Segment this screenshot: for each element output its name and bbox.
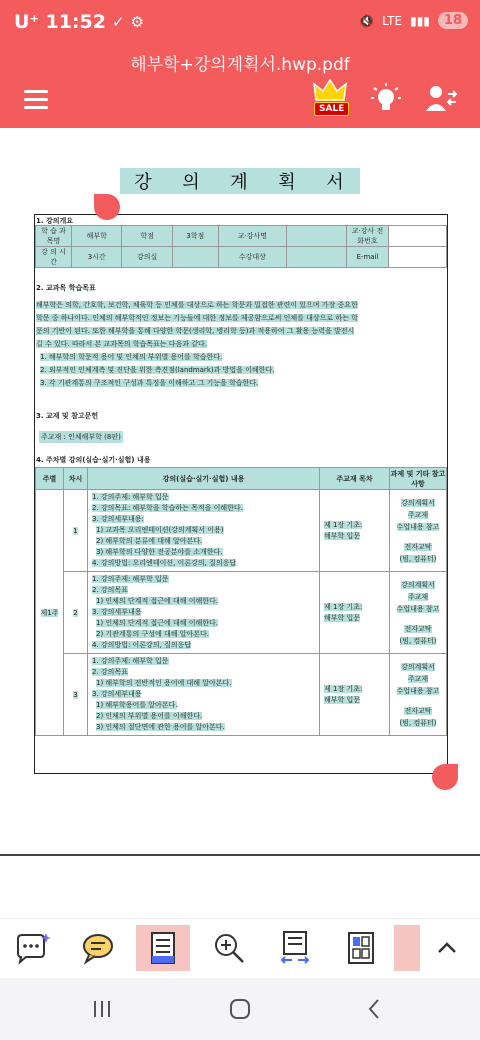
- table-row: [36, 572, 447, 654]
- table-cell: [287, 247, 347, 268]
- bottom-toolbar: [0, 918, 480, 978]
- content-line: 1) 인체의 단계적 접근에 대해 이해한다.: [96, 619, 218, 627]
- section-objectives-title: 2. 교과목 학습목표: [36, 284, 96, 292]
- objective-line: 1. 해부학의 학문적 용어 및 인체의 부위별 용어를 학습한다.: [40, 353, 223, 361]
- heading-char: 계: [230, 172, 250, 193]
- references-cell: [390, 654, 447, 736]
- table-cell: 교·강사 전화번호: [347, 226, 389, 247]
- content-line: 2. 강의목표: 해부학을 학습하는 목적을 이해한다.: [92, 504, 243, 512]
- reference-line: 수업내용 참고: [396, 522, 440, 531]
- zoom-icon[interactable]: [202, 925, 256, 971]
- chapter-line: 제 1장 기초:: [324, 602, 363, 611]
- table-cell: [172, 247, 218, 268]
- content-line: 4. 강의방법: 이론강의, 질의응답: [92, 641, 192, 649]
- text-flow-icon[interactable]: [268, 925, 322, 971]
- reference-line: (빔, 컴퓨터): [399, 636, 437, 645]
- references-cell: [390, 572, 447, 654]
- syllabus-content: [34, 214, 448, 774]
- more-tools-icon[interactable]: [394, 925, 420, 971]
- comment-icon[interactable]: [72, 925, 126, 971]
- table-row: [36, 226, 447, 247]
- clock: 11:52: [45, 11, 106, 33]
- session-content-cell: [88, 572, 320, 654]
- objectives-text: [35, 299, 447, 390]
- column-header: 과제 및 기타 참고사항: [390, 469, 446, 488]
- reference-line: 강의계획서: [401, 580, 435, 589]
- content-line: 2) 인체의 부위별 용어를 이해한다.: [96, 712, 203, 720]
- reference-line: (빔, 컴퓨터): [399, 554, 437, 563]
- table-cell: E-mail: [347, 247, 389, 268]
- content-line: 1. 강의주제: 해부학 입문: [92, 493, 169, 501]
- content-line: 1. 강의주제: 해부학 입문: [92, 657, 169, 665]
- reference-line: 수업내용 참고: [396, 686, 440, 695]
- reference-line: 전자교탁: [404, 706, 432, 715]
- table-cell: [287, 226, 347, 247]
- reference-line: 주교재: [407, 510, 429, 519]
- objective-line: 학문 중 하나이다. 인체의 해부학적인 정보는 기능들에 대한 정보를 제공함으로써 인체를 대상으로 하는 학: [36, 314, 358, 322]
- content-line: 1) 해부학의 전반적인 용어에 대해 알아본다.: [96, 679, 232, 687]
- chapter-line: 해부학 입문: [324, 613, 361, 622]
- content-line: 3) 해부학의 다양한 전공분야를 소개한다.: [96, 548, 223, 556]
- session-number: 1: [73, 526, 78, 535]
- chapter-cell: [320, 654, 390, 736]
- heading-char: 강: [134, 172, 154, 193]
- table-row: [36, 490, 447, 572]
- objective-line: 길 수 있다. 따라서 본 교과목의 학습목표는 다음과 같다.: [36, 340, 208, 348]
- table-cell: [389, 247, 447, 268]
- content-line: 1. 강의주제: 해부학 입문: [92, 575, 169, 583]
- content-line: 2. 강의목표: [92, 586, 128, 594]
- carrier-label: U⁺: [14, 11, 40, 33]
- column-header: 차시: [64, 468, 88, 490]
- content-line: 2) 해부학의 분류에 대해 알아본다.: [96, 537, 203, 545]
- document-page: [0, 128, 480, 856]
- signal-icon: ▮▮▮: [410, 13, 430, 28]
- reference-line: 주교재: [407, 592, 429, 601]
- thumbnails-icon[interactable]: [334, 925, 388, 971]
- table-cell: 교·강사명: [218, 226, 286, 247]
- session-number-cell: [64, 654, 88, 736]
- mute-icon: 🔇: [359, 13, 375, 28]
- account-switch-icon[interactable]: [424, 84, 458, 114]
- course-info-table: [35, 225, 447, 268]
- reference-line: (빔, 컴퓨터): [399, 718, 437, 727]
- back-icon[interactable]: [354, 996, 394, 1022]
- week-label: 제1주: [40, 608, 59, 617]
- session-content-cell: [88, 490, 320, 572]
- table-cell: 해부학: [72, 226, 122, 247]
- heading-char: 서: [326, 172, 346, 193]
- content-line: 2) 기관계통의 구성에 대해 알아본다.: [96, 630, 209, 638]
- reference-line: 전자교탁: [404, 542, 432, 551]
- week-cell: [36, 490, 64, 736]
- reference-line: 주교재: [407, 674, 429, 683]
- table-cell: 학점: [122, 226, 172, 247]
- table-cell: 3시간: [72, 247, 122, 268]
- system-nav-bar: [0, 978, 480, 1040]
- table-row: [36, 654, 447, 736]
- table-cell: 수강대상: [218, 247, 286, 268]
- battery-badge: 18: [438, 12, 468, 29]
- reference-line: 전자교탁: [404, 624, 432, 633]
- content-line: 1) 인체의 단계적 접근에 대해 이해한다.: [96, 597, 218, 605]
- session-number-cell: [64, 490, 88, 572]
- session-number: 2: [73, 608, 78, 617]
- textbook-text: 주교재 : 인체해부학 (8판): [41, 433, 121, 441]
- table-cell: 강의실: [122, 247, 172, 268]
- content-line: 2. 강의목표: [92, 668, 128, 676]
- session-content-cell: [88, 654, 320, 736]
- document-heading: [120, 168, 360, 194]
- session-number-cell: [64, 572, 88, 654]
- reference-line: 수업내용 참고: [396, 604, 440, 613]
- chapter-line: 해부학 입문: [324, 531, 361, 540]
- chapter-cell: [320, 490, 390, 572]
- content-line: 3. 강의세부내용: [92, 608, 142, 616]
- table-header-row: [36, 468, 447, 490]
- app-bar: [0, 44, 480, 128]
- lightbulb-icon[interactable]: [370, 82, 402, 118]
- sale-badge: SALE: [314, 102, 349, 116]
- recent-apps-icon[interactable]: [82, 996, 122, 1022]
- column-header: 강의(실습·실기·실험) 내용: [88, 468, 320, 490]
- column-header: 주별: [36, 468, 64, 490]
- content-line: 4. 강의방법: 오리엔테이션, 이론강의, 질의응답: [92, 559, 237, 567]
- table-cell: 3학점: [172, 226, 218, 247]
- chapter-cell: [320, 572, 390, 654]
- download-icon: ✓: [111, 13, 125, 31]
- references-cell: [390, 490, 447, 572]
- page-view-icon[interactable]: [136, 925, 190, 971]
- content-line: 1) 교과목 오리엔테이션(강의계획서 이용): [96, 526, 224, 534]
- selection-start-handle[interactable]: [94, 194, 120, 220]
- content-line: 1) 해부학용어를 알아본다.: [96, 701, 178, 709]
- document-viewer[interactable]: [0, 128, 480, 918]
- objective-line: 2. 외부적인 인체계측 및 진단을 위한 측진점(landmark)과 방법을 이해한다.: [40, 366, 275, 374]
- status-bar: [0, 0, 480, 44]
- content-line: 3. 강의세부내용: [92, 690, 142, 698]
- reference-line: 강의계획서: [401, 662, 435, 671]
- table-cell: 강 의 시 간: [36, 247, 72, 268]
- section-references-title: 3. 교재 및 참고문헌: [36, 412, 99, 420]
- objective-line: 3. 각 기관계통의 구조적인 구성과 특징을 이해하고 그 기능을 학습한다.: [40, 379, 259, 387]
- selection-end-handle[interactable]: [432, 764, 458, 790]
- session-number: 3: [73, 690, 78, 699]
- heading-char: 의: [182, 172, 202, 193]
- content-line: 3. 강의세부내용:: [92, 515, 144, 523]
- objective-line: 해부학은 의학, 간호학, 보건학, 체육학 등 인체를 대상으로 하는 학문과 밀접한 관련이 있으며 가장 중요한: [36, 301, 358, 309]
- section-overview-title: 1. 강의개요: [36, 217, 74, 225]
- settings-icon: ⚙: [130, 13, 144, 31]
- chapter-line: 제 1장 기초:: [324, 520, 363, 529]
- table-row: [36, 247, 447, 268]
- chevron-up-icon[interactable]: [420, 925, 474, 971]
- section-weekly-title: 4. 주차별 강의(실습·실기·실험) 내용: [36, 456, 151, 464]
- network-label: LTE: [382, 13, 403, 28]
- table-cell: [389, 226, 447, 247]
- menu-icon[interactable]: [24, 90, 48, 110]
- content-line: 3) 인체의 절단면에 관한 용어를 알아본다.: [96, 723, 225, 731]
- document-title: 해부학+강의계획서.hwp.pdf: [130, 55, 350, 75]
- heading-char: 획: [278, 172, 298, 193]
- column-header: 주교재 목차: [320, 468, 390, 490]
- chapter-line: 해부학 입문: [324, 695, 361, 704]
- ai-chat-icon[interactable]: [6, 925, 60, 971]
- premium-crown-icon[interactable]: [310, 78, 350, 118]
- table-cell: 학 습 과목명: [36, 226, 72, 247]
- chapter-line: 제 1장 기초:: [324, 684, 363, 693]
- objective-line: 문의 기반이 된다. 또한 해부학을 통해 다양한 학문(생리학, 병리학 등)과 적용하여 그 활용 능력을 발전시: [36, 327, 355, 335]
- reference-line: 강의계획서: [401, 498, 435, 507]
- weekly-schedule-table: [35, 467, 447, 736]
- home-icon[interactable]: [220, 996, 260, 1022]
